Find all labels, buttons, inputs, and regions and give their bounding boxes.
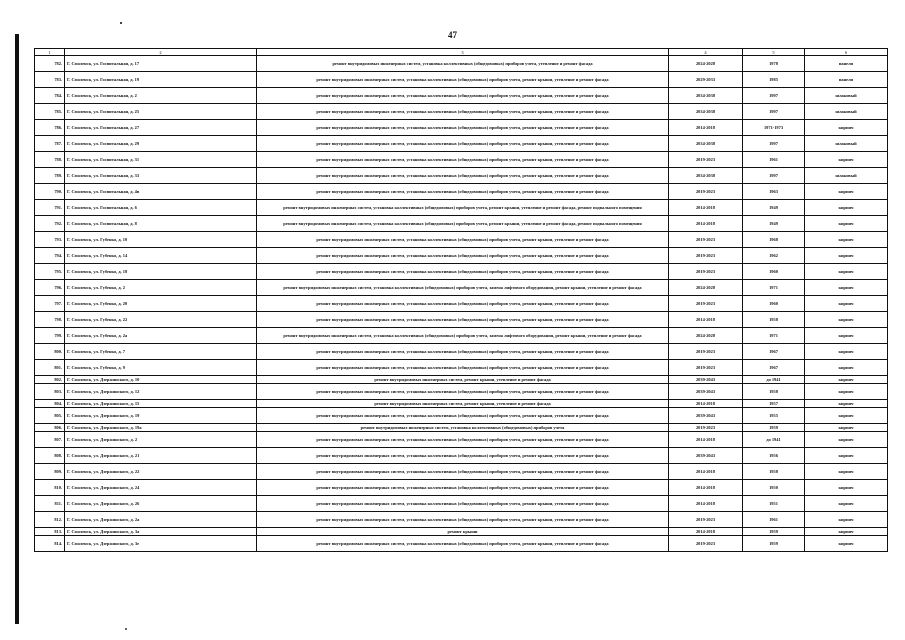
- work-description-cell: ремонт внутридомовых инженерных систем, установка коллективных (общедомовых) приборов учета, замена лифтового оборудования, ремонт крыши, утепление и ремонт фасада: [257, 328, 669, 344]
- address-cell: Г. Смоленск, ул. Дзержинского, д. 2: [65, 432, 257, 448]
- work-description-cell: ремонт внутридомовых инженерных систем, установка коллективных (общедомовых) приборов учета, ремонт крыши, утепление и ремонт фасада: [257, 168, 669, 184]
- table-row: [35, 104, 888, 120]
- row-number-cell: 799.: [35, 328, 65, 344]
- build-year-cell: 1967: [743, 344, 805, 360]
- repair-schedule-table: [34, 48, 888, 552]
- build-year-cell: 1958: [743, 384, 805, 400]
- table-row: [35, 360, 888, 376]
- build-year-cell: 1997: [743, 104, 805, 120]
- address-cell: Г. Смоленск, ул. Губенко, д. 20: [65, 296, 257, 312]
- page-number: 47: [448, 30, 457, 40]
- build-year-cell: 1961: [743, 152, 805, 168]
- address-cell: Г. Смоленск, ул. Госпитальная, д. 31: [65, 152, 257, 168]
- column-header: 2: [65, 49, 257, 56]
- address-cell: Г. Смоленск, ул. Госпитальная, д. 8: [65, 216, 257, 232]
- scan-speck: [125, 628, 127, 630]
- table-row: [35, 528, 888, 536]
- wall-material-cell: шлаковый: [805, 88, 888, 104]
- wall-material-cell: кирпич: [805, 400, 888, 408]
- wall-material-cell: кирпич: [805, 464, 888, 480]
- period-cell: 2019-2023: [669, 536, 743, 552]
- build-year-cell: 1961: [743, 512, 805, 528]
- work-description-cell: ремонт внутридомовых инженерных систем, установка коллективных (общедомовых) приборов учета, ремонт крыши, утепление и ремонт фасада: [257, 296, 669, 312]
- row-number-cell: 812.: [35, 512, 65, 528]
- work-description-cell: ремонт внутридомовых инженерных систем, установка коллективных (общедомовых) приборов учета, ремонт крыши, утепление и ремонт фасада: [257, 536, 669, 552]
- page-edge-bar: [15, 34, 19, 624]
- period-cell: 2024-2028: [669, 280, 743, 296]
- row-number-cell: 786.: [35, 120, 65, 136]
- table-row: [35, 296, 888, 312]
- work-description-cell: ремонт внутридомовых инженерных систем, установка коллективных (общедомовых) приборов учета, ремонт крыши, утепление и ремонт фасада: [257, 264, 669, 280]
- work-description-cell: ремонт внутридомовых инженерных систем, установка коллективных (общедомовых) приборов учета, ремонт крыши, утепление и ремонт фасада: [257, 312, 669, 328]
- table-row: [35, 400, 888, 408]
- row-number-cell: 791.: [35, 200, 65, 216]
- wall-material-cell: кирпич: [805, 312, 888, 328]
- period-cell: 2019-2023: [669, 184, 743, 200]
- wall-material-cell: кирпич: [805, 480, 888, 496]
- work-description-cell: ремонт внутридомовых инженерных систем, установка коллективных (общедомовых) приборов учета, ремонт крыши, утепление и ремонт фасада: [257, 360, 669, 376]
- work-description-cell: ремонт внутридомовых инженерных систем, установка коллективных (общедомовых) приборов учета, ремонт крыши, утепление и ремонт фасада: [257, 408, 669, 424]
- period-cell: 2019-2023: [669, 296, 743, 312]
- row-number-cell: 787.: [35, 136, 65, 152]
- build-year-cell: 1960: [743, 264, 805, 280]
- build-year-cell: 1967: [743, 360, 805, 376]
- work-description-cell: ремонт внутридомовых инженерных систем, установка коллективных (общедомовых) приборов учета, ремонт крыши, утепление и ремонт фасада: [257, 72, 669, 88]
- work-description-cell: ремонт внутридомовых инженерных систем, установка коллективных (общедомовых) приборов учета, ремонт крыши, утепление и ремонт фасада: [257, 448, 669, 464]
- address-cell: Г. Смоленск, ул. Госпитальная, д. 25: [65, 104, 257, 120]
- build-year-cell: 1968: [743, 232, 805, 248]
- build-year-cell: 1997: [743, 88, 805, 104]
- build-year-cell: 1960: [743, 296, 805, 312]
- address-cell: Г. Смоленск, ул. Госпитальная, д. 2: [65, 88, 257, 104]
- period-cell: 2024-2028: [669, 328, 743, 344]
- wall-material-cell: кирпич: [805, 152, 888, 168]
- table-row: [35, 232, 888, 248]
- period-cell: 2014-2018: [669, 432, 743, 448]
- build-year-cell: до 1941: [743, 376, 805, 384]
- address-cell: Г. Смоленск, ул. Губенко, д. 22: [65, 312, 257, 328]
- period-cell: 2019-2023: [669, 264, 743, 280]
- table-row: [35, 264, 888, 280]
- period-cell: 2014-2018: [669, 480, 743, 496]
- work-description-cell: ремонт внутридомовых инженерных систем, установка коллективных (общедомовых) приборов учета, ремонт крыши, утепление и ремонт фасада, ремонт подвального помещения: [257, 216, 669, 232]
- address-cell: Г. Смоленск, ул. Дзержинского, д. 24: [65, 480, 257, 496]
- work-description-cell: ремонт внутридомовых инженерных систем, установка коллективных (общедомовых) приборов учета, ремонт крыши, утепление и ремонт фасада: [257, 480, 669, 496]
- address-cell: Г. Смоленск, ул. Госпитальная, д. 4в: [65, 184, 257, 200]
- build-year-cell: 1971: [743, 328, 805, 344]
- period-cell: 2014-2018: [669, 464, 743, 480]
- build-year-cell: 1963: [743, 184, 805, 200]
- table-row: [35, 120, 888, 136]
- work-description-cell: ремонт внутридомовых инженерных систем, установка коллективных (общедомовых) приборов учета, ремонт крыши, утепление и ремонт фасада: [257, 232, 669, 248]
- work-description-cell: ремонт внутридомовых инженерных систем, установка коллективных (общедомовых) приборов учета, ремонт крыши, утепление и ремонт фасада: [257, 88, 669, 104]
- period-cell: 2029-2033: [669, 72, 743, 88]
- address-cell: Г. Смоленск, ул. Госпитальная, д. 17: [65, 56, 257, 72]
- row-number-cell: 808.: [35, 448, 65, 464]
- table-row: [35, 216, 888, 232]
- scan-speck: [120, 22, 122, 24]
- build-year-cell: 1959: [743, 424, 805, 432]
- table-row: [35, 328, 888, 344]
- wall-material-cell: кирпич: [805, 248, 888, 264]
- period-cell: 2039-2043: [669, 448, 743, 464]
- row-number-cell: 805.: [35, 408, 65, 424]
- table-row: [35, 496, 888, 512]
- build-year-cell: 1959: [743, 536, 805, 552]
- address-cell: Г. Смоленск, ул. Дзержинского, д. 3а: [65, 528, 257, 536]
- wall-material-cell: кирпич: [805, 216, 888, 232]
- address-cell: Г. Смоленск, ул. Госпитальная, д. 27: [65, 120, 257, 136]
- period-cell: 2014-2018: [669, 200, 743, 216]
- build-year-cell: 1950: [743, 480, 805, 496]
- build-year-cell: 1997: [743, 136, 805, 152]
- work-description-cell: ремонт внутридомовых инженерных систем, установка коллективных (общедомовых) приборов учета, ремонт крыши, утепление и ремонт фасада: [257, 496, 669, 512]
- period-cell: 2019-2023: [669, 344, 743, 360]
- row-number-cell: 801.: [35, 360, 65, 376]
- period-cell: 2024-2028: [669, 56, 743, 72]
- wall-material-cell: шлаковый: [805, 136, 888, 152]
- table-row: [35, 152, 888, 168]
- wall-material-cell: кирпич: [805, 384, 888, 400]
- address-cell: Г. Смоленск, ул. Дзержинского, д. 19: [65, 408, 257, 424]
- address-cell: Г. Смоленск, ул. Дзержинского, д. 2а: [65, 512, 257, 528]
- period-cell: 2014-2018: [669, 400, 743, 408]
- period-cell: 2014-2018: [669, 528, 743, 536]
- table-header-row: [35, 49, 888, 56]
- period-cell: 2019-2023: [669, 360, 743, 376]
- build-year-cell: 1949: [743, 216, 805, 232]
- address-cell: Г. Смоленск, ул. Дзержинского, д. 15: [65, 400, 257, 408]
- column-header: 3: [257, 49, 669, 56]
- table-row: [35, 72, 888, 88]
- build-year-cell: до 1941: [743, 432, 805, 448]
- row-number-cell: 810.: [35, 480, 65, 496]
- build-year-cell: 1978: [743, 56, 805, 72]
- wall-material-cell: кирпич: [805, 528, 888, 536]
- table-row: [35, 432, 888, 448]
- row-number-cell: 797.: [35, 296, 65, 312]
- wall-material-cell: кирпич: [805, 264, 888, 280]
- work-description-cell: ремонт внутридомовых инженерных систем, установка коллективных (общедомовых) приборов учета, ремонт крыши, утепление и ремонт фасада: [257, 432, 669, 448]
- table-row: [35, 536, 888, 552]
- address-cell: Г. Смоленск, ул. Губенко, д. 2а: [65, 328, 257, 344]
- build-year-cell: 1957: [743, 400, 805, 408]
- row-number-cell: 802.: [35, 376, 65, 384]
- row-number-cell: 789.: [35, 168, 65, 184]
- address-cell: Г. Смоленск, ул. Дзержинского, д. 26: [65, 496, 257, 512]
- build-year-cell: 1951: [743, 496, 805, 512]
- period-cell: 2014-2018: [669, 216, 743, 232]
- row-number-cell: 788.: [35, 152, 65, 168]
- work-description-cell: ремонт внутридомовых инженерных систем, установка коллективных (общедомовых) приборов учета, ремонт крыши, утепление и ремонт фасада: [257, 104, 669, 120]
- wall-material-cell: кирпич: [805, 280, 888, 296]
- wall-material-cell: кирпич: [805, 200, 888, 216]
- build-year-cell: 1958: [743, 312, 805, 328]
- row-number-cell: 782.: [35, 56, 65, 72]
- wall-material-cell: панели: [805, 72, 888, 88]
- column-header: 4: [669, 49, 743, 56]
- period-cell: 2034-2038: [669, 136, 743, 152]
- table-row: [35, 480, 888, 496]
- row-number-cell: 783.: [35, 72, 65, 88]
- period-cell: 2034-2038: [669, 88, 743, 104]
- work-description-cell: ремонт внутридомовых инженерных систем, установка коллективных (общедомовых) приборов учета, ремонт крыши, утепление и ремонт фасада: [257, 248, 669, 264]
- table-row: [35, 344, 888, 360]
- address-cell: Г. Смоленск, ул. Дзержинского, д. 12: [65, 384, 257, 400]
- wall-material-cell: кирпич: [805, 408, 888, 424]
- address-cell: Г. Смоленск, ул. Госпитальная, д. 19: [65, 72, 257, 88]
- wall-material-cell: кирпич: [805, 512, 888, 528]
- address-cell: Г. Смоленск, ул. Дзержинского, д. 3е: [65, 536, 257, 552]
- table-row: [35, 424, 888, 432]
- work-description-cell: ремонт внутридомовых инженерных систем, установка коллективных (общедомовых) приборов учета, ремонт крыши, утепление и ремонт фасада: [257, 152, 669, 168]
- row-number-cell: 790.: [35, 184, 65, 200]
- table-row: [35, 512, 888, 528]
- work-description-cell: ремонт внутридомовых инженерных систем, установка коллективных (общедомовых) приборов учета, ремонт крыши, утепление и ремонт фасада: [257, 464, 669, 480]
- table-row: [35, 464, 888, 480]
- wall-material-cell: кирпич: [805, 424, 888, 432]
- work-description-cell: ремонт внутридомовых инженерных систем, установка коллективных (общедомовых) приборов учета, ремонт крыши, утепление и ремонт фасада: [257, 344, 669, 360]
- row-number-cell: 784.: [35, 88, 65, 104]
- row-number-cell: 814.: [35, 536, 65, 552]
- row-number-cell: 794.: [35, 248, 65, 264]
- table-row: [35, 248, 888, 264]
- build-year-cell: 1971: [743, 280, 805, 296]
- row-number-cell: 807.: [35, 432, 65, 448]
- table-row: [35, 280, 888, 296]
- build-year-cell: 1949: [743, 200, 805, 216]
- address-cell: Г. Смоленск, ул. Госпитальная, д. 33: [65, 168, 257, 184]
- table-row: [35, 184, 888, 200]
- wall-material-cell: кирпич: [805, 232, 888, 248]
- row-number-cell: 811.: [35, 496, 65, 512]
- address-cell: Г. Смоленск, ул. Губенко, д. 9: [65, 360, 257, 376]
- table-row: [35, 376, 888, 384]
- address-cell: Г. Смоленск, ул. Госпитальная, д. 6: [65, 200, 257, 216]
- wall-material-cell: панели: [805, 56, 888, 72]
- build-year-cell: 1971-1973: [743, 120, 805, 136]
- period-cell: 2019-2023: [669, 424, 743, 432]
- row-number-cell: 796.: [35, 280, 65, 296]
- row-number-cell: 792.: [35, 216, 65, 232]
- period-cell: 2019-2023: [669, 152, 743, 168]
- table-row: [35, 168, 888, 184]
- wall-material-cell: кирпич: [805, 296, 888, 312]
- wall-material-cell: кирпич: [805, 360, 888, 376]
- wall-material-cell: кирпич: [805, 184, 888, 200]
- build-year-cell: 1958: [743, 464, 805, 480]
- table-row: [35, 88, 888, 104]
- work-description-cell: ремонт внутридомовых инженерных систем, установка коллективных (общедомовых) приборов учета, утепление и ремонт фасада: [257, 56, 669, 72]
- work-description-cell: ремонт внутридомовых инженерных систем, ремонт крыши, утепление и ремонт фасада: [257, 376, 669, 384]
- build-year-cell: 1956: [743, 448, 805, 464]
- table-row: [35, 200, 888, 216]
- address-cell: Г. Смоленск, ул. Губенко, д. 10: [65, 232, 257, 248]
- work-description-cell: ремонт внутридомовых инженерных систем, установка коллективных (общедомовых) приборов учета, ремонт крыши, утепление и ремонт фасада: [257, 136, 669, 152]
- table-row: [35, 56, 888, 72]
- wall-material-cell: шлаковый: [805, 104, 888, 120]
- table-row: [35, 408, 888, 424]
- row-number-cell: 804.: [35, 400, 65, 408]
- build-year-cell: 1985: [743, 72, 805, 88]
- period-cell: 2014-2018: [669, 312, 743, 328]
- wall-material-cell: кирпич: [805, 344, 888, 360]
- wall-material-cell: кирпич: [805, 448, 888, 464]
- table-row: [35, 312, 888, 328]
- work-description-cell: ремонт внутридомовых инженерных систем, установка коллективных (общедомовых) приборов учета, ремонт крыши, утепление и ремонт фасада, ремонт подвального помещения: [257, 200, 669, 216]
- column-header: 1: [35, 49, 65, 56]
- address-cell: Г. Смоленск, ул. Губенко, д. 18: [65, 264, 257, 280]
- work-description-cell: ремонт внутридомовых инженерных систем, ремонт крыши, утепление и ремонт фасада: [257, 400, 669, 408]
- work-description-cell: ремонт внутридомовых инженерных систем, установка коллективных (общедомовых) приборов учета, замена лифтового оборудования, ремонт крыши, утепление и ремонт фасада: [257, 280, 669, 296]
- work-description-cell: ремонт внутридомовых инженерных систем, установка коллективных (общедомовых) приборов учета, ремонт крыши, утепление и ремонт фасада: [257, 384, 669, 400]
- period-cell: 2019-2023: [669, 248, 743, 264]
- build-year-cell: 1962: [743, 248, 805, 264]
- table-row: [35, 384, 888, 400]
- work-description-cell: ремонт внутридомовых инженерных систем, установка коллективных (общедомовых) приборов учета, ремонт крыши, утепление и ремонт фасада: [257, 512, 669, 528]
- work-description-cell: ремонт внутридомовых инженерных систем, установка коллективных (общедомовых) приборов учета: [257, 424, 669, 432]
- period-cell: 2039-2043: [669, 384, 743, 400]
- wall-material-cell: шлаковый: [805, 168, 888, 184]
- column-header: 5: [743, 49, 805, 56]
- column-header: 6: [805, 49, 888, 56]
- row-number-cell: 795.: [35, 264, 65, 280]
- wall-material-cell: кирпич: [805, 496, 888, 512]
- wall-material-cell: кирпич: [805, 432, 888, 448]
- period-cell: 2014-2018: [669, 496, 743, 512]
- address-cell: Г. Смоленск, ул. Дзержинского, д. 22: [65, 464, 257, 480]
- period-cell: 2034-2038: [669, 104, 743, 120]
- wall-material-cell: кирпич: [805, 536, 888, 552]
- row-number-cell: 809.: [35, 464, 65, 480]
- wall-material-cell: кирпич: [805, 120, 888, 136]
- build-year-cell: 1959: [743, 528, 805, 536]
- period-cell: 2034-2038: [669, 168, 743, 184]
- period-cell: 2039-2043: [669, 408, 743, 424]
- address-cell: Г. Смоленск, ул. Дзержинского, д. 10: [65, 376, 257, 384]
- row-number-cell: 793.: [35, 232, 65, 248]
- wall-material-cell: кирпич: [805, 328, 888, 344]
- table-row: [35, 448, 888, 464]
- period-cell: 2019-2023: [669, 232, 743, 248]
- address-cell: Г. Смоленск, ул. Дзержинского, д. 19а: [65, 424, 257, 432]
- period-cell: 2039-2043: [669, 376, 743, 384]
- work-description-cell: ремонт внутридомовых инженерных систем, установка коллективных (общедомовых) приборов учета, ремонт крыши, утепление и ремонт фасада: [257, 184, 669, 200]
- work-description-cell: ремонт внутридомовых инженерных систем, установка коллективных (общедомовых) приборов учета, ремонт крыши, утепление и ремонт фасада: [257, 120, 669, 136]
- wall-material-cell: кирпич: [805, 376, 888, 384]
- row-number-cell: 798.: [35, 312, 65, 328]
- period-cell: 2014-2018: [669, 120, 743, 136]
- address-cell: Г. Смоленск, ул. Губенко, д. 7: [65, 344, 257, 360]
- build-year-cell: 1955: [743, 408, 805, 424]
- row-number-cell: 785.: [35, 104, 65, 120]
- period-cell: 2019-2023: [669, 512, 743, 528]
- row-number-cell: 803.: [35, 384, 65, 400]
- work-description-cell: ремонт крыши: [257, 528, 669, 536]
- address-cell: Г. Смоленск, ул. Губенко, д. 2: [65, 280, 257, 296]
- table-row: [35, 136, 888, 152]
- build-year-cell: 1997: [743, 168, 805, 184]
- row-number-cell: 800.: [35, 344, 65, 360]
- row-number-cell: 813.: [35, 528, 65, 536]
- address-cell: Г. Смоленск, ул. Госпитальная, д. 29: [65, 136, 257, 152]
- address-cell: Г. Смоленск, ул. Губенко, д. 14: [65, 248, 257, 264]
- row-number-cell: 806.: [35, 424, 65, 432]
- address-cell: Г. Смоленск, ул. Дзержинского, д. 21: [65, 448, 257, 464]
